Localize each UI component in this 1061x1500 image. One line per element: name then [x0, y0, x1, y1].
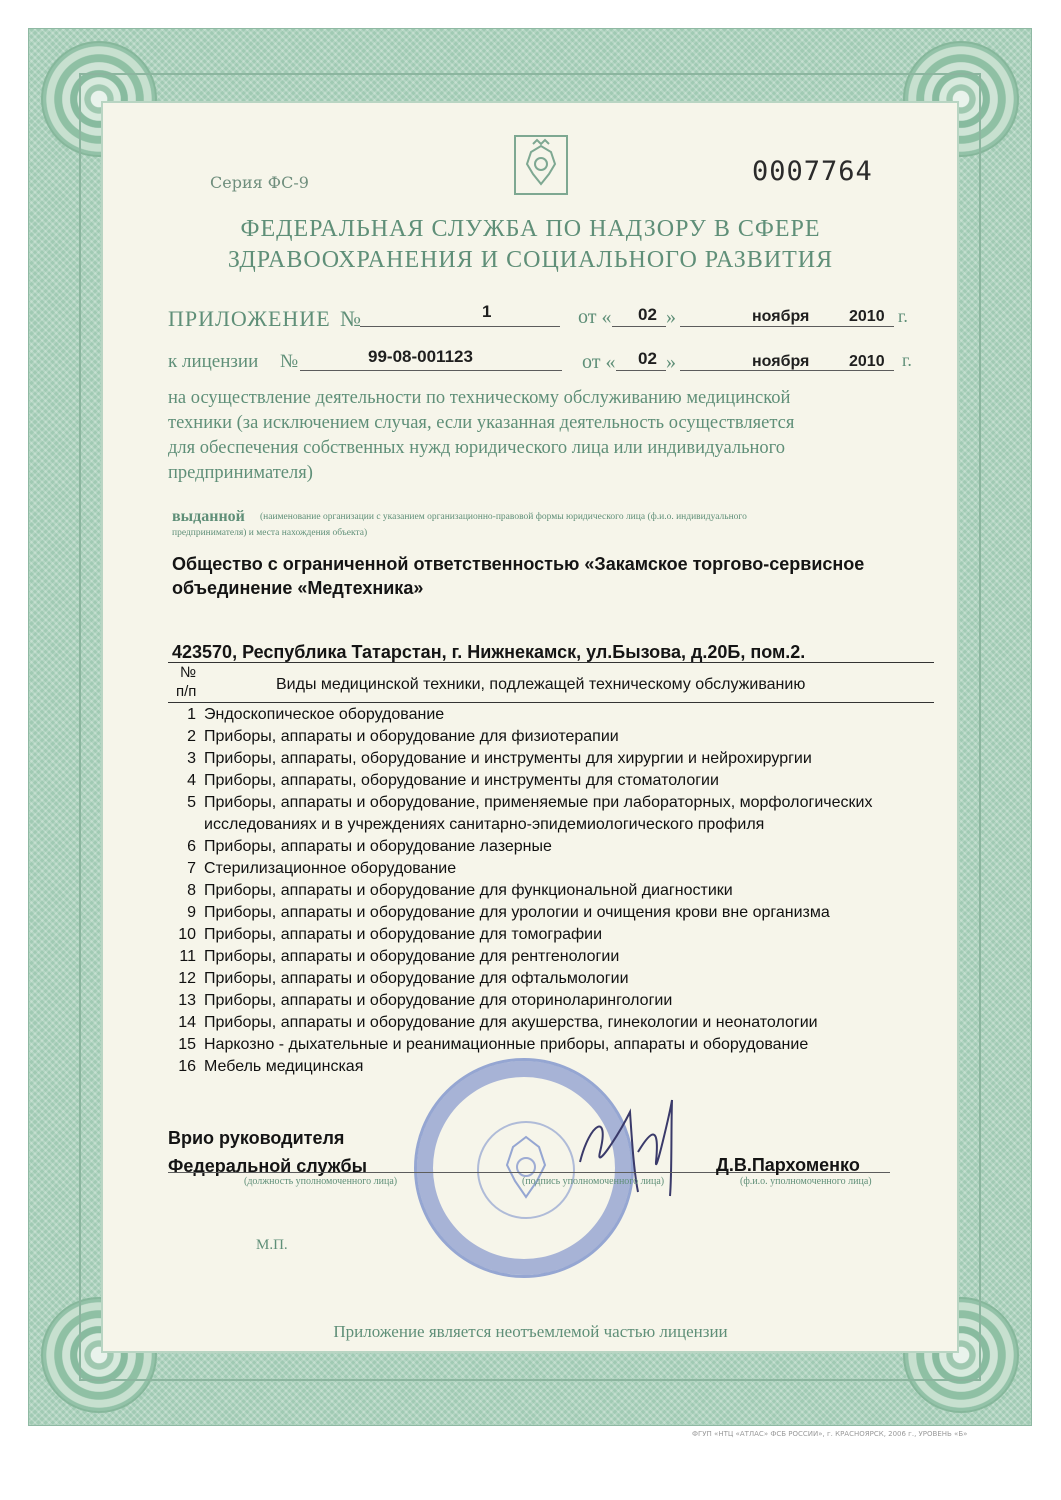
row-text: Приборы, аппараты и оборудование для функциональной диагностики	[204, 882, 733, 899]
license-number: 99-08-001123	[368, 347, 473, 366]
series-label: Серия ФС-9	[210, 173, 309, 192]
issued-hint-line2: предпринимателя) и места нахождения объекта)	[172, 528, 368, 538]
license-close-quote: »	[666, 351, 676, 373]
table-row	[164, 792, 924, 836]
appendix-month: ноября	[752, 308, 810, 325]
table-row	[164, 968, 924, 990]
row-number: 3	[187, 750, 196, 767]
appendix-date-line	[680, 326, 894, 327]
signer-name: Д.В.Пархоменко	[716, 1155, 860, 1175]
purpose-line2: техники (за исключением случая, если указанная деятельность осуществляется	[168, 413, 795, 433]
table-row	[164, 858, 924, 880]
row-number: 5	[187, 794, 196, 811]
row-text: Приборы, аппараты, оборудование и инструменты для хирургии и нейрохирургии	[204, 750, 812, 767]
signature-hint-name: (ф.и.о. уполномоченного лица)	[740, 1176, 872, 1187]
row-number: 7	[187, 860, 196, 877]
license-day-line	[616, 370, 666, 371]
purpose-line1: на осуществление деятельности по техническому обслуживанию медицинской	[168, 388, 791, 408]
row-number: 12	[178, 970, 196, 987]
row-text: Приборы, аппараты и оборудование для томографии	[204, 926, 603, 943]
document-number: 0007764	[752, 156, 873, 187]
license-day: 02	[638, 349, 657, 368]
license-year-suffix: г.	[902, 350, 912, 370]
table-col-title: Виды медицинской техники, подлежащей техническому обслуживанию	[276, 676, 806, 693]
table-col-num-line2: п/п	[176, 683, 197, 700]
purpose-line3: для обеспечения собственных нужд юридического лица или индивидуального	[168, 438, 786, 458]
organization-name-line2: объединение «Медтехника»	[172, 578, 424, 598]
row-number: 15	[178, 1036, 196, 1053]
purpose-line4: предпринимателя)	[168, 463, 313, 483]
row-number: 2	[187, 728, 196, 745]
organization-name-line1: Общество с ограниченной ответственностью «Закамское торгово-сервисное	[172, 554, 865, 574]
row-number: 9	[187, 904, 196, 921]
table-row	[164, 990, 924, 1012]
table-row	[164, 1034, 924, 1056]
signature-hint-signature: (подпись уполномоченного лица)	[522, 1176, 665, 1187]
row-number: 14	[178, 1014, 196, 1031]
table-row	[164, 704, 924, 726]
row-text: Приборы, аппараты и оборудование для оториноларингологии	[204, 992, 673, 1009]
row-text: Приборы, аппараты и оборудование для офтальмологии	[204, 970, 629, 987]
row-number: 6	[187, 838, 196, 855]
russian-coat-of-arms-icon	[513, 134, 569, 196]
appendix-day: 02	[638, 305, 657, 324]
row-text: Приборы, аппараты и оборудование лазерные	[204, 838, 552, 855]
signature-hint-position: (должность уполномоченного лица)	[244, 1176, 398, 1187]
table-row	[164, 924, 924, 946]
license-no-sign: №	[280, 351, 299, 372]
table-row	[164, 748, 924, 770]
row-text: Приборы, аппараты и оборудование для акушерства, гинекологии и неонатологии	[204, 1014, 818, 1031]
seal-place-label: М.П.	[256, 1237, 288, 1253]
row-text: Приборы, аппараты и оборудование, применяемые при лабораторных, морфологических исследованиях и в учреждениях санитарно-эпидемиологического профиля	[204, 794, 873, 833]
agency-title-line2: ЗДРАВООХРАНЕНИЯ И СОЦИАЛЬНОГО РАЗВИТИЯ	[227, 247, 834, 273]
row-number: 13	[178, 992, 196, 1009]
row-text: Приборы, аппараты и оборудование для рентгенологии	[204, 948, 620, 965]
row-text: Приборы, аппараты, оборудование и инструменты для стоматологии	[204, 772, 719, 789]
signer-position-line2: Федеральной службы	[168, 1156, 367, 1176]
row-number: 8	[187, 882, 196, 899]
row-text: Стерилизационное оборудование	[204, 860, 457, 877]
table-row	[164, 726, 924, 748]
agency-title-line1: ФЕДЕРАЛЬНАЯ СЛУЖБА ПО НАДЗОРУ В СФЕРЕ	[240, 216, 821, 242]
row-number: 11	[179, 948, 196, 965]
row-number: 10	[178, 926, 196, 943]
license-month: ноября	[752, 353, 810, 370]
appendix-from-label: от «	[578, 306, 612, 328]
printer-line: ФГУП «НТЦ «АТЛАС» ФСБ РОССИИ», г. КРАСНОЯРСК, 2006 г., УРОВЕНЬ «Б»	[692, 1430, 968, 1438]
table-row	[164, 836, 924, 858]
appendix-year-suffix: г.	[898, 306, 908, 326]
row-number: 16	[178, 1058, 196, 1075]
address-underline	[168, 662, 934, 663]
row-number: 4	[187, 772, 196, 789]
signer-position-line1: Врио руководителя	[168, 1128, 345, 1148]
table-row	[164, 1012, 924, 1034]
license-label: к лицензии	[168, 351, 259, 372]
row-text: Эндоскопическое оборудование	[204, 706, 445, 723]
license-from-label: от «	[582, 351, 616, 373]
issued-label: выданной	[172, 508, 245, 525]
appendix-close-quote: »	[666, 306, 676, 328]
table-row	[164, 902, 924, 924]
table-row	[164, 880, 924, 902]
organization-address: 423570, Республика Татарстан, г. Нижнекамск, ул.Бызова, д.20Б, пом.2.	[172, 642, 806, 662]
appendix-number: 1	[482, 302, 492, 321]
appendix-label: ПРИЛОЖЕНИЕ	[168, 306, 331, 331]
license-number-line	[300, 370, 562, 371]
table-header-underline	[168, 702, 934, 703]
row-text: Приборы, аппараты и оборудование для урологии и очищения крови вне организма	[204, 904, 830, 921]
row-text: Наркозно - дыхательные и реанимационные приборы, аппараты и оборудование	[204, 1036, 809, 1053]
footer-note: Приложение является неотъемлемой частью лицензии	[333, 1322, 728, 1341]
appendix-day-line	[612, 326, 666, 327]
license-year: 2010	[849, 353, 885, 370]
appendix-no-sign: №	[340, 306, 361, 331]
row-text: Приборы, аппараты и оборудование для физиотерапии	[204, 728, 619, 745]
table-col-num-line1: №	[180, 664, 197, 681]
row-text: Мебель медицинская	[204, 1058, 364, 1075]
appendix-number-line	[360, 326, 560, 327]
issued-hint-line1: (наименование организации с указанием организационно-правовой формы юридического лица (ф.и.о. индивидуального	[260, 512, 747, 522]
row-number: 1	[187, 706, 196, 723]
table-row	[164, 946, 924, 968]
equipment-table	[164, 704, 924, 1078]
table-row	[164, 770, 924, 792]
appendix-year: 2010	[849, 308, 885, 325]
